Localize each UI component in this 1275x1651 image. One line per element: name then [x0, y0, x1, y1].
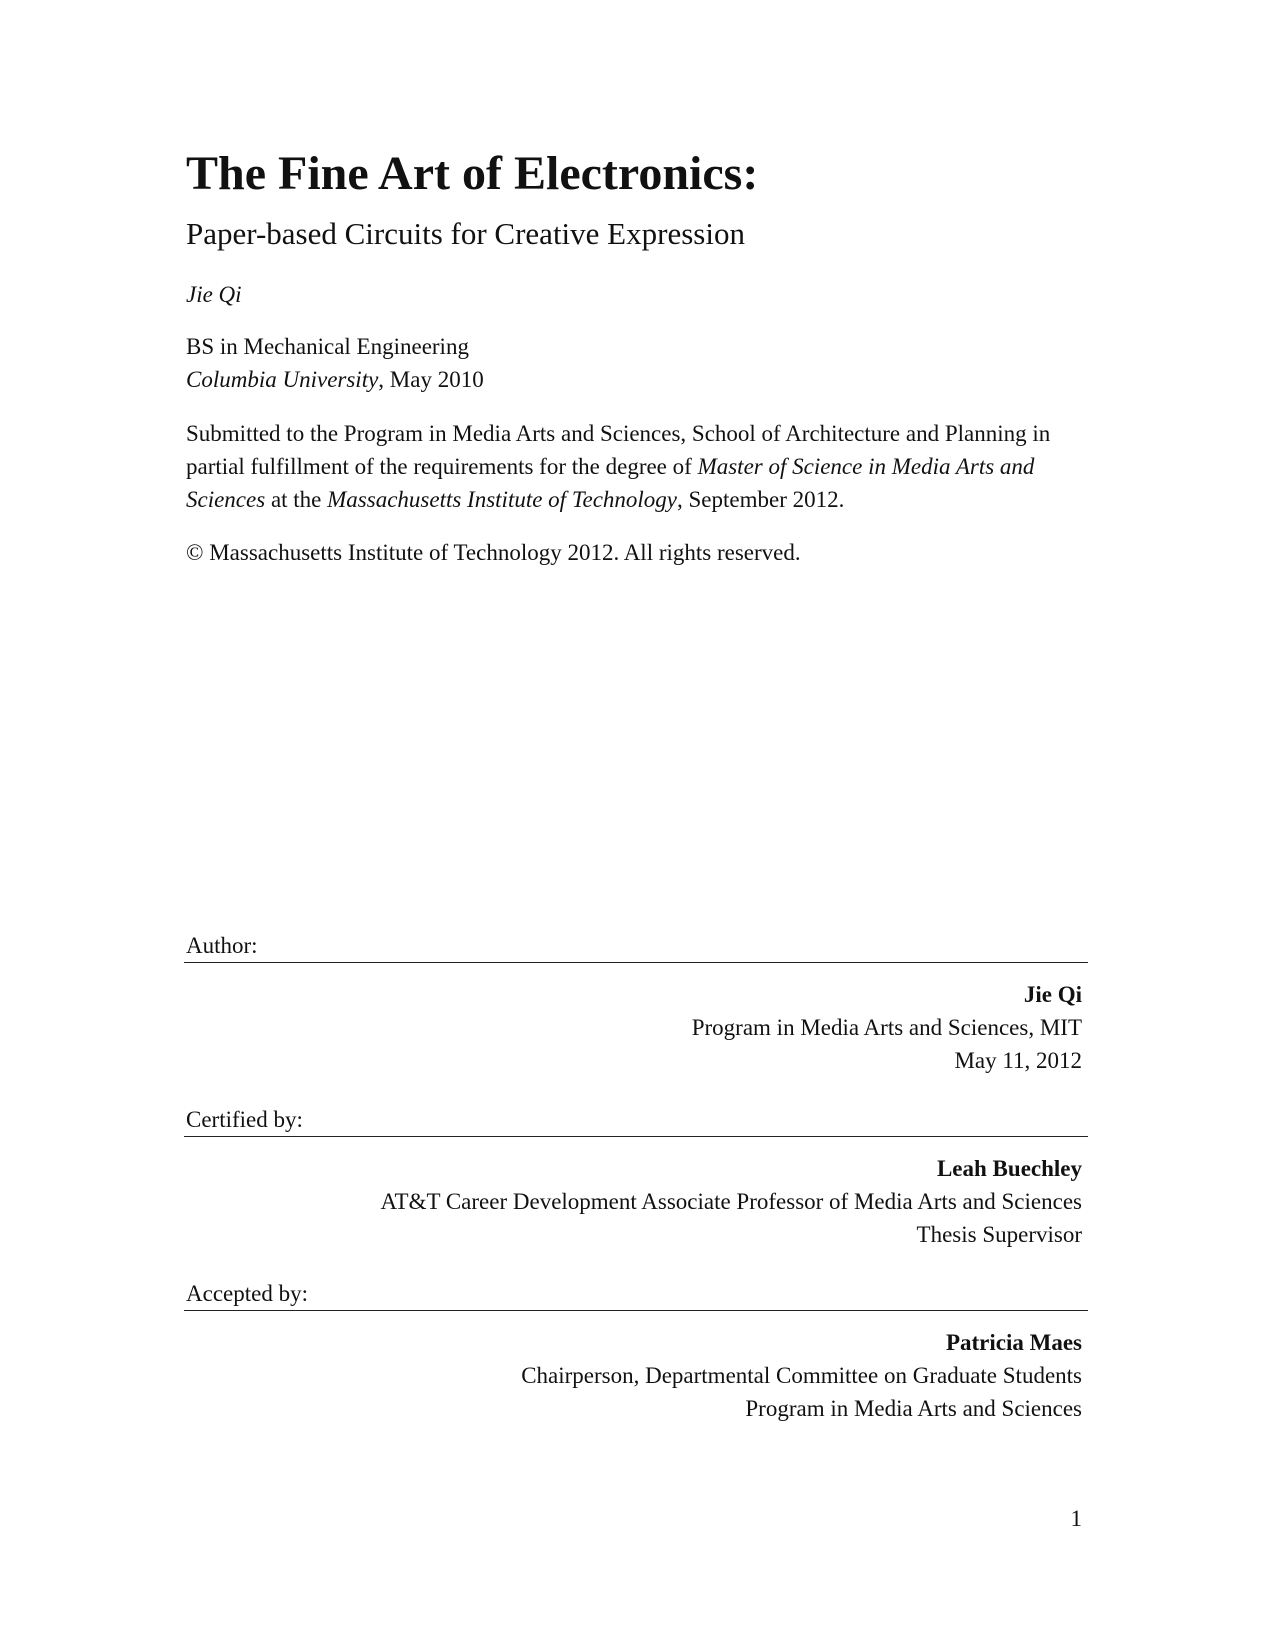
- page-number: 1: [1070, 1506, 1082, 1531]
- accepted-label: Accepted by:: [186, 1281, 308, 1306]
- certified-signature-line: [184, 1136, 1088, 1137]
- certified-signature-block: [186, 1103, 1086, 1251]
- prior-degree-date: , May 2010: [378, 367, 484, 392]
- page-title: The Fine Art of Electronics:: [186, 147, 759, 200]
- prior-degree-institution: Columbia University: [186, 367, 379, 392]
- author-name: Jie Qi: [186, 282, 242, 307]
- copyright-notice: © Massachusetts Institute of Technology 2012. All rights reserved.: [186, 540, 801, 565]
- certified-label: Certified by:: [186, 1107, 303, 1132]
- author-signature-name: Jie Qi: [1023, 982, 1082, 1007]
- supervisor-name: Leah Buechley: [936, 1156, 1082, 1181]
- prior-degree-title: BS in Mechanical Engineering: [186, 334, 469, 359]
- submission-text-3: , September 2012.: [677, 487, 845, 512]
- submission-text-2: at the: [265, 487, 328, 512]
- prior-degree-institution-line: [186, 363, 484, 396]
- submission-text-1: Submitted to the Program in Media Arts and Sciences, School of Architecture and Planning in partial fulfillment of the requirements for the degree of: [186, 421, 1051, 479]
- submission-institution: Massachusetts Institute of Technology: [327, 487, 678, 512]
- certified-details: [186, 1152, 1086, 1251]
- accepted-signature-line: [184, 1310, 1088, 1311]
- author-date: May 11, 2012: [954, 1048, 1082, 1073]
- chairperson-program: Program in Media Arts and Sciences: [745, 1396, 1082, 1421]
- chairperson-name: Patricia Maes: [945, 1330, 1082, 1355]
- author-details: [186, 978, 1086, 1077]
- author-label: Author:: [186, 933, 258, 958]
- supervisor-title: AT&T Career Development Associate Professor of Media Arts and Sciences: [380, 1189, 1082, 1214]
- chairperson-title: Chairperson, Departmental Committee on Graduate Students: [521, 1363, 1082, 1388]
- prior-degree: [186, 330, 484, 396]
- submission-degree: Master of Science in Media Arts and Sciences: [186, 454, 1035, 512]
- supervisor-role: Thesis Supervisor: [916, 1222, 1082, 1247]
- accepted-details: [186, 1326, 1086, 1425]
- submission-statement: [186, 417, 1086, 516]
- author-signature-line: [184, 962, 1088, 963]
- author-signature-block: [186, 929, 1086, 1077]
- page-subtitle: Paper-based Circuits for Creative Expression: [186, 216, 745, 251]
- accepted-signature-block: [186, 1277, 1086, 1425]
- author-affiliation: Program in Media Arts and Sciences, MIT: [691, 1015, 1082, 1040]
